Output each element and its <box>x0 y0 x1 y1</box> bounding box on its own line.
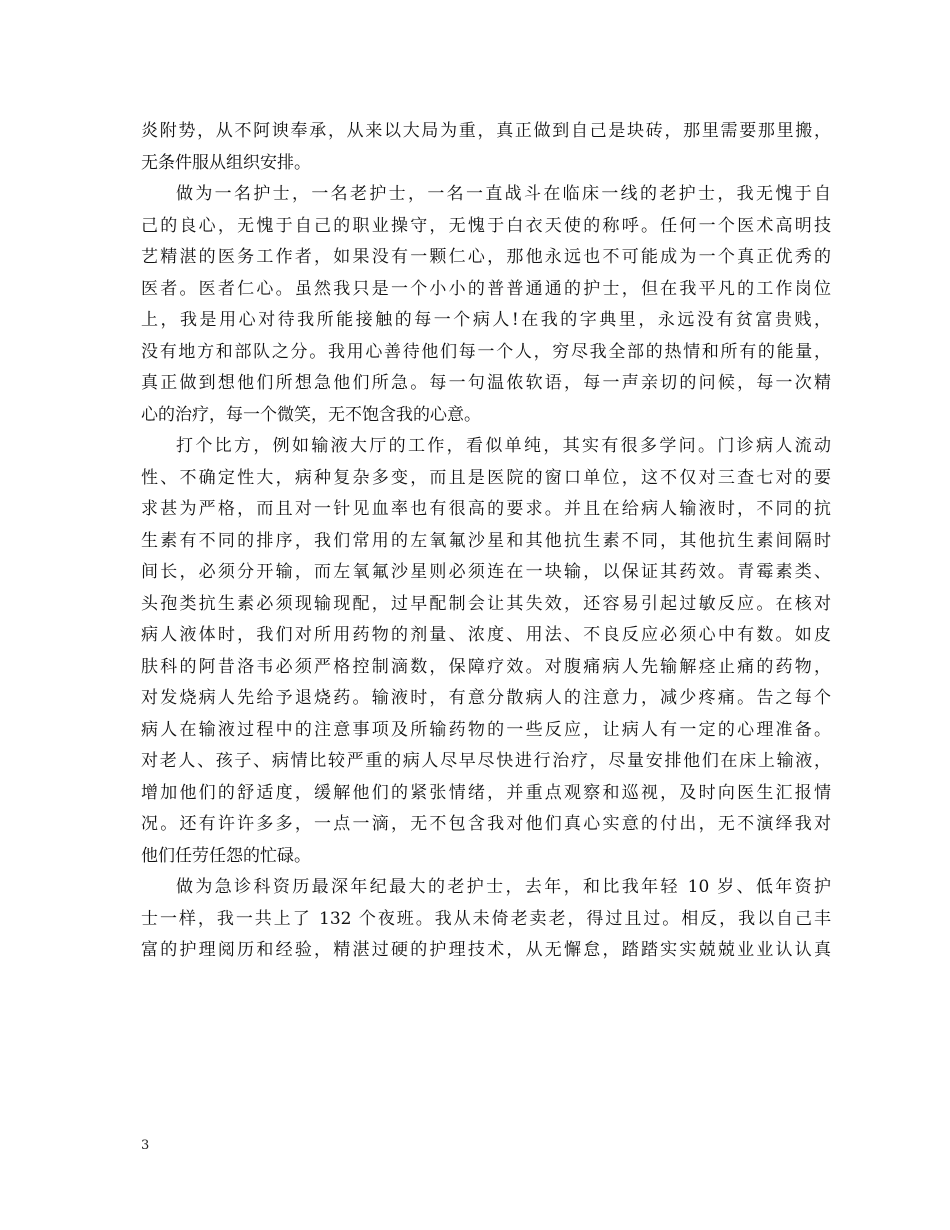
paragraph-line: 做为急诊科资历最深年纪最大的老护士，去年，和比我年轻 10 岁、低年资护 <box>176 877 831 897</box>
paragraph <box>141 179 831 431</box>
paragraph-line: 增加他们的舒适度，缓解他们的紧张情绪，并重点观察和巡视，及时向医生汇报情 <box>141 782 831 803</box>
paragraph-line: 病人液体时，我们对所用药物的剂量、浓度、用法、不良反应必须心中有数。如皮 <box>141 625 831 645</box>
paragraph-line: 医者。医者仁心。虽然我只是一个小小的普普通通的护士，但在我平凡的工作岗位 <box>141 278 831 299</box>
paragraph-line: 心的治疗，每一个微笑，无不饱含我的心意。 <box>141 404 481 425</box>
paragraph-line: 求甚为严格，而且对一针见血率也有很高的要求。并且在给病人输液时，不同的抗 <box>141 499 831 519</box>
paragraph-line: 对发烧病人先给予退烧药。输液时，有意分散病人的注意力，减少疼痛。告之每个 <box>141 688 831 708</box>
paragraph-line: 真正做到想他们所想急他们所急。每一句温侬软语，每一声亲切的问候，每一次精 <box>141 373 831 393</box>
document-body <box>141 116 831 967</box>
paragraph-line: 头孢类抗生素必须现输现配，过早配制会让其失效，还容易引起过敏反应。在核对 <box>141 593 831 614</box>
paragraph-line: 没有地方和部队之分。我用心善待他们每一个人，穷尽我全部的热情和所有的能量， <box>141 341 831 362</box>
paragraph-line: 己的良心，无愧于自己的职业操守，无愧于白衣天使的称呼。任何一个医术高明技 <box>141 215 831 236</box>
paragraph-line: 他们任劳任怨的忙碌。 <box>141 845 311 866</box>
paragraph-line: 肤科的阿昔洛韦必须严格控制滴数，保障疗效。对腹痛病人先输解痉止痛的药物， <box>141 656 831 677</box>
paragraph-line: 富的护理阅历和经验，精湛过硬的护理技术，从无懈怠，踏踏实实兢兢业业认认真 <box>141 940 831 960</box>
paragraph-line: 病人在输液过程中的注意事项及所输药物的一些反应，让病人有一定的心理准备。 <box>141 719 831 740</box>
paragraph <box>141 116 831 179</box>
paragraph <box>141 872 831 967</box>
paragraph-line: 无条件服从组织安排。 <box>141 152 311 173</box>
paragraph-line: 艺精湛的医务工作者，如果没有一颗仁心，那他永远也不可能成为一个真正优秀的 <box>141 247 831 267</box>
page-number: 3 <box>141 1138 150 1153</box>
paragraph-line: 况。还有许许多多，一点一滴，无不包含我对他们真心实意的付出，无不演绎我对 <box>141 814 831 834</box>
paragraph-line: 做为一名护士，一名老护士，一名一直战斗在临床一线的老护士，我无愧于自 <box>176 184 831 204</box>
paragraph-line: 性、不确定性大，病种复杂多变，而且是医院的窗口单位，这不仅对三查七对的要 <box>141 467 831 488</box>
paragraph-line: 间长，必须分开输，而左氧氟沙星则必须连在一块输，以保证其药效。青霉素类、 <box>141 562 831 582</box>
paragraph-line: 打个比方，例如输液大厅的工作，看似单纯，其实有很多学问。门诊病人流动 <box>176 436 831 456</box>
paragraph-line: 士一样，我一共上了 132 个夜班。我从未倚老卖老，得过且过。相反，我以自己丰 <box>141 908 831 929</box>
paragraph <box>141 431 831 872</box>
paragraph-line: 对老人、孩子、病情比较严重的病人尽早尽快进行治疗，尽量安排他们在床上输液， <box>141 751 831 771</box>
paragraph-line: 生素有不同的排序，我们常用的左氧氟沙星和其他抗生素不同，其他抗生素间隔时 <box>141 530 831 551</box>
paragraph-line: 炎附势，从不阿谀奉承，从来以大局为重，真正做到自己是块砖，那里需要那里搬， <box>141 121 831 141</box>
paragraph-line: 上，我是用心对待我所能接触的每一个病人!在我的字典里，永远没有贫富贵贱， <box>141 310 831 330</box>
